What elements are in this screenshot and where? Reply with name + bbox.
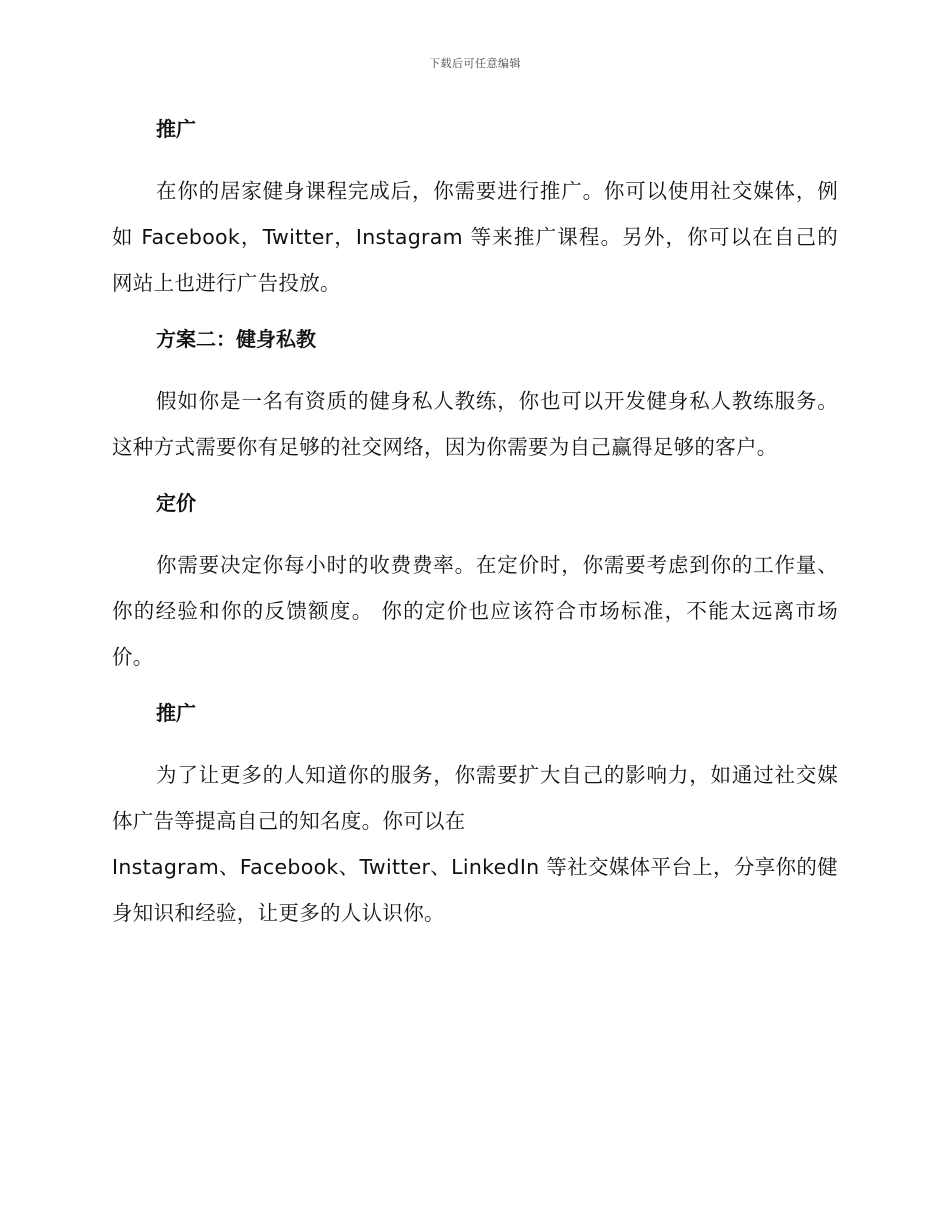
paragraph-line: 为了让更多的人知道你的服务，你需要扩大自己的影响力，如通过社交媒体广告等提高自己的知名度。你可以在 <box>112 763 838 833</box>
document-body <box>112 112 838 952</box>
section-heading-pricing: 定价 <box>156 491 196 515</box>
section-paragraph-pricing: 你需要决定你每小时的收费费率。在定价时，你需要考虑到你的工作量、你的经验和你的反馈额度。 你的定价也应该符合市场标准，不能太远离市场价。 <box>112 553 838 669</box>
page-header: 下载后可任意编辑 <box>429 57 521 70</box>
section-paragraph-promotion-2 <box>112 752 838 936</box>
section-paragraph-plan-two: 假如你是一名有资质的健身私人教练，你也可以开发健身私人教练服务。这种方式需要你有足够的社交网络，因为你需要为自己赢得足够的客户。 <box>112 389 838 459</box>
section-heading-promotion-2: 推广 <box>156 701 196 725</box>
section-heading-promotion: 推广 <box>156 117 196 141</box>
section-paragraph-promotion: 在你的居家健身课程完成后，你需要进行推广。你可以使用社交媒体，例如 Facebook，Twitter，Instagram 等来推广课程。另外，你可以在自己的网站上也进行广告投放。 <box>112 179 838 295</box>
section-heading-plan-two: 方案二：健身私教 <box>156 327 316 351</box>
paragraph-line: Instagram、Facebook、Twitter、LinkedIn 等社交媒体平台上，分享你的健身知识和经验，让更多的人认识你。 <box>112 855 838 925</box>
